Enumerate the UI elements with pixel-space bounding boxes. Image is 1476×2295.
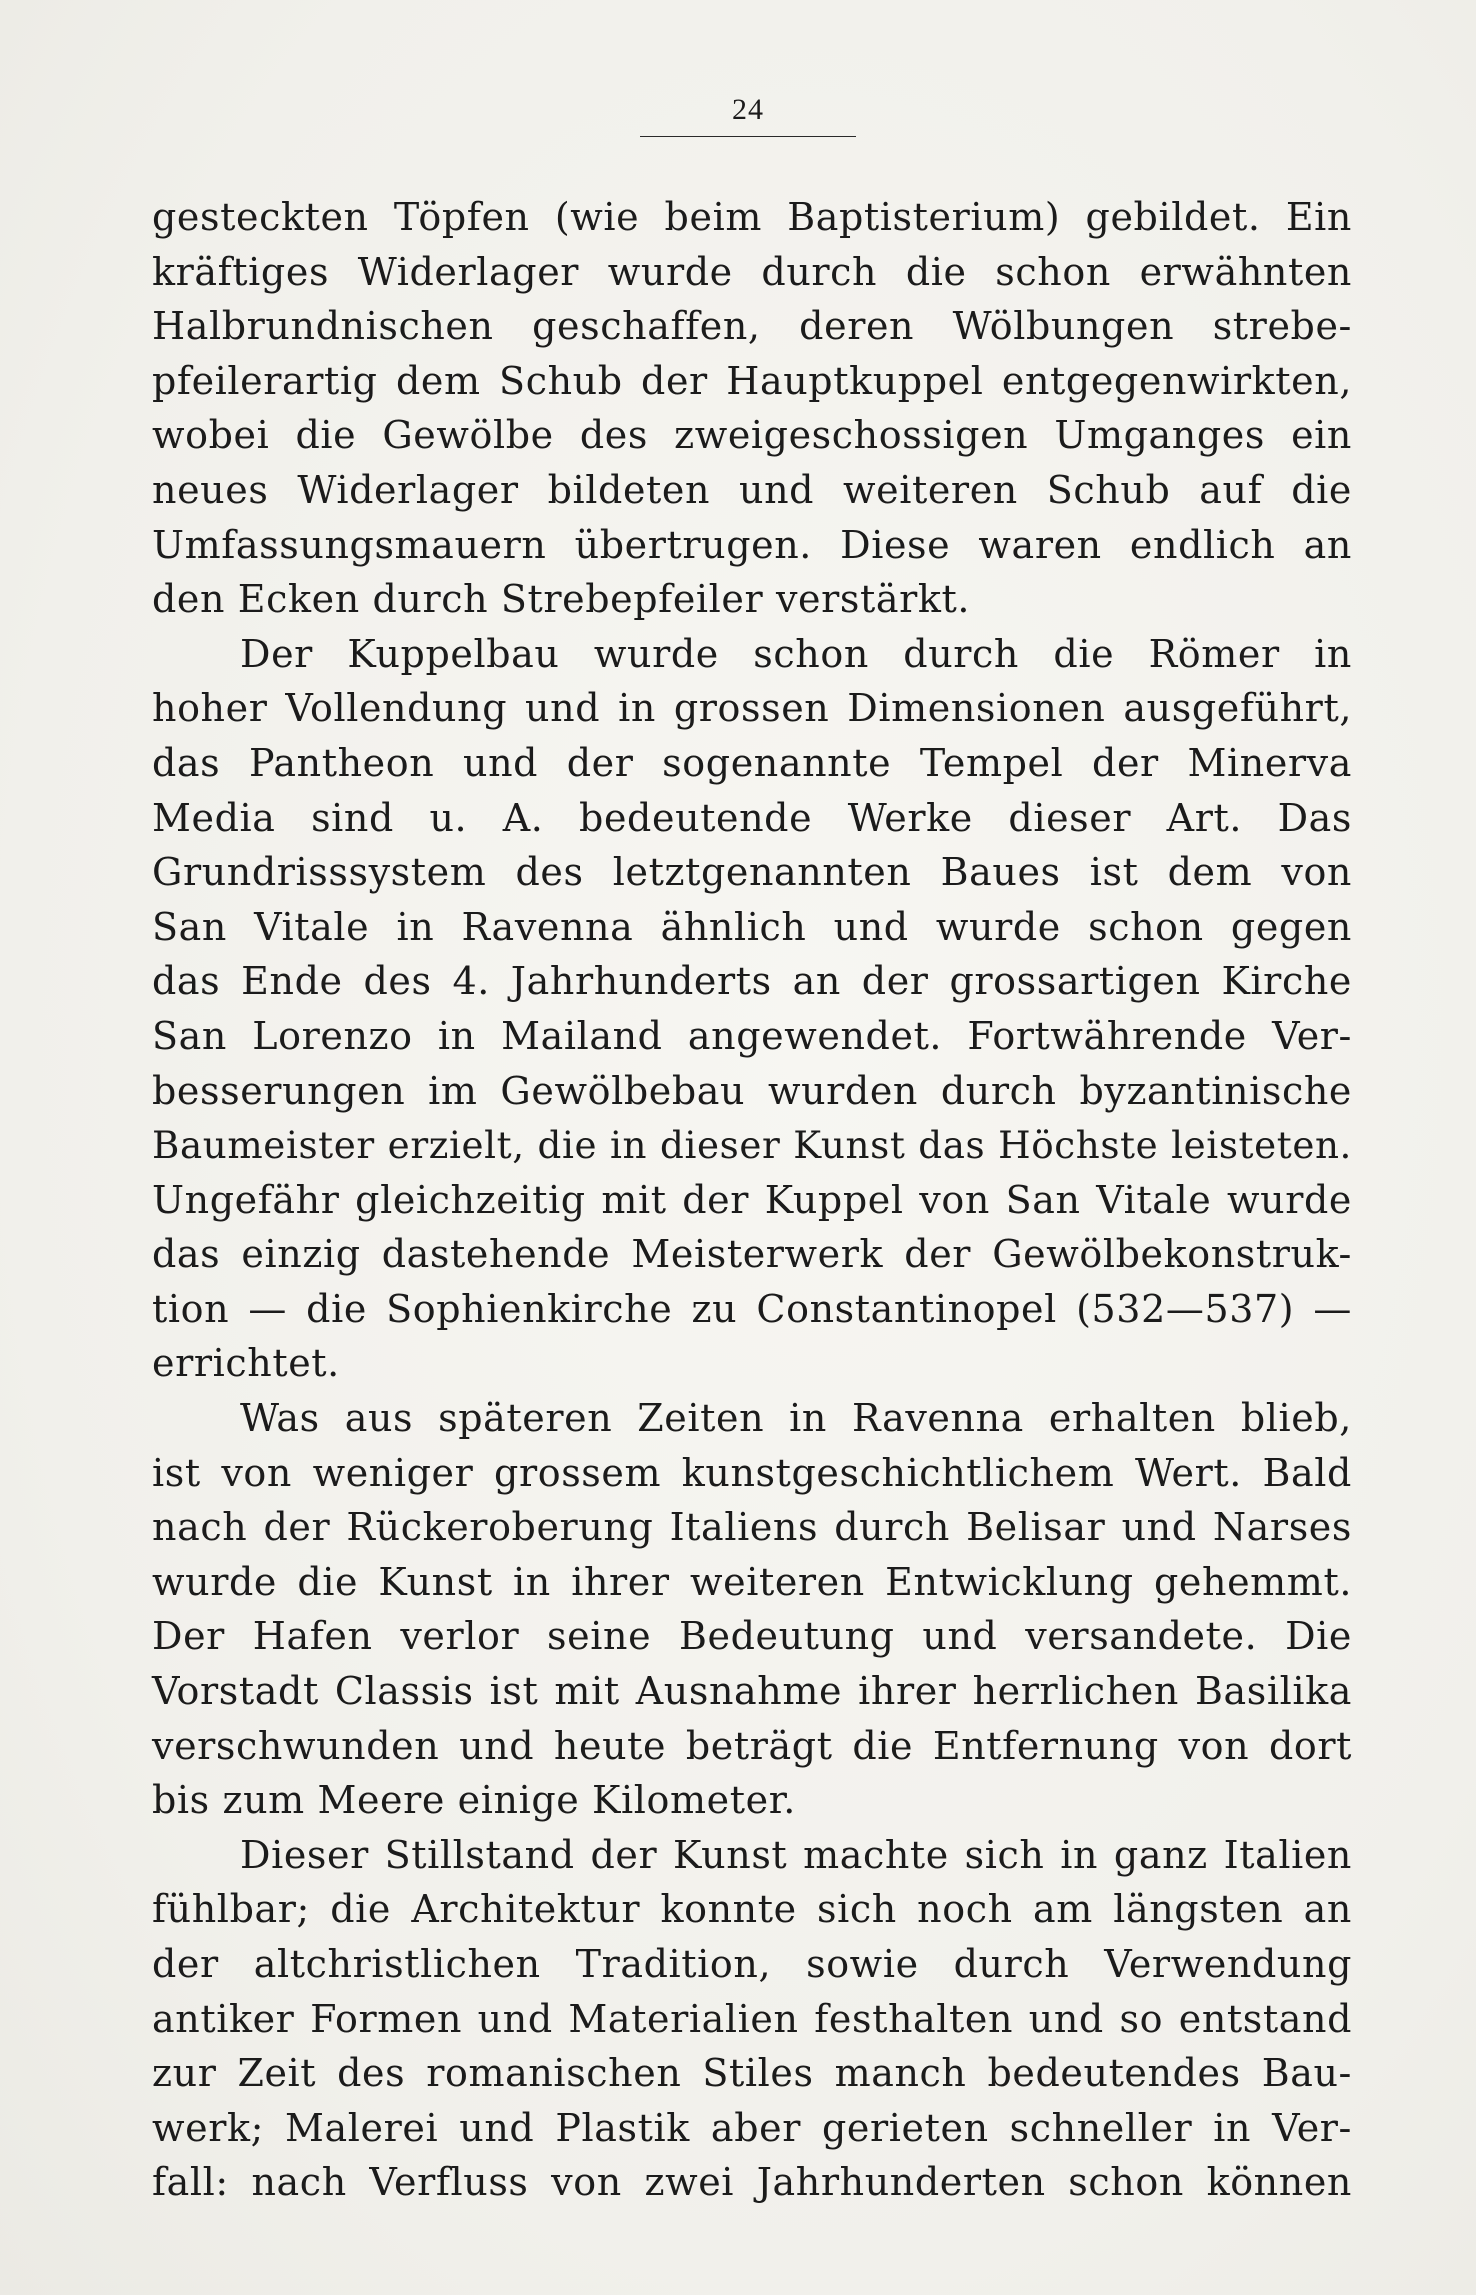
text-line: Der Hafen verlor seine Bedeutung und versandete. Die — [152, 1614, 1352, 1659]
text-line: besserungen im Gewölbebau wurden durch byzantinische — [152, 1068, 1352, 1113]
text-line: das einzig dastehende Meisterwerk der Gewölbekonstruk- — [152, 1232, 1352, 1277]
text-line: Dieser Stillstand der Kunst machte sich in ganz Italien — [240, 1832, 1352, 1877]
text-line: San Lorenzo in Mailand angewendet. Fortwährende Ver- — [152, 1013, 1352, 1058]
text-line: Ungefähr gleichzeitig mit der Kuppel von San Vitale wurde — [152, 1177, 1352, 1222]
text-line: Umfassungsmauern übertrugen. Diese waren endlich an — [152, 522, 1352, 567]
text-line: Grundrisssystem des letztgenannten Baues ist dem von — [152, 850, 1352, 895]
page-number: 24 — [732, 93, 764, 126]
text-line: zur Zeit des romanischen Stiles manch bedeutendes Bau- — [152, 2051, 1352, 2096]
text-line: Vorstadt Classis ist mit Ausnahme ihrer herrlichen Basilika — [152, 1669, 1352, 1714]
text-line: San Vitale in Ravenna ähnlich und wurde schon gegen — [152, 904, 1352, 949]
text-line: tion — die Sophienkirche zu Constantinopel (532—537) — — [152, 1286, 1352, 1331]
text-line: Media sind u. A. bedeutende Werke dieser Art. Das — [152, 795, 1352, 840]
text-line: Baumeister erzielt, die in dieser Kunst das Höchste leisteten. — [152, 1123, 1352, 1168]
text-line: bis zum Meere einige Kilometer. — [152, 1778, 796, 1823]
text-line: wurde die Kunst in ihrer weiteren Entwicklung gehemmt. — [152, 1559, 1352, 1604]
text-line: das Ende des 4. Jahrhunderts an der grossartigen Kirche — [152, 959, 1352, 1004]
text-line: pfeilerartig dem Schub der Hauptkuppel entgegenwirkten, — [152, 358, 1352, 403]
text-line: fühlbar; die Architektur konnte sich noch am längsten an — [152, 1887, 1352, 1932]
text-line: das Pantheon und der sogenannte Tempel der Minerva — [152, 740, 1352, 785]
text-line: neues Widerlager bildeten und weiteren Schub auf die — [152, 467, 1352, 512]
text-line: hoher Vollendung und in grossen Dimensionen ausgeführt, — [152, 686, 1352, 731]
text-line: verschwunden und heute beträgt die Entfernung von dort — [152, 1723, 1352, 1768]
text-line: ist von weniger grossem kunstgeschichtlichem Wert. Bald — [152, 1450, 1352, 1495]
header-rule — [640, 136, 856, 137]
text-line: antiker Formen und Materialien festhalten und so entstand — [152, 1996, 1352, 2041]
text-line: Der Kuppelbau wurde schon durch die Römer in — [240, 631, 1352, 676]
text-line: Halbrundnischen geschaffen, deren Wölbungen strebe- — [152, 304, 1352, 349]
text-line: wobei die Gewölbe des zweigeschossigen Umganges ein — [152, 413, 1352, 458]
text-line: kräftiges Widerlager wurde durch die schon erwähnten — [152, 249, 1352, 294]
text-line: den Ecken durch Strebepfeiler verstärkt. — [152, 577, 971, 622]
text-line: der altchristlichen Tradition, sowie durch Verwendung — [152, 1942, 1352, 1986]
text-line: Was aus späteren Zeiten in Ravenna erhalten blieb, — [240, 1396, 1352, 1441]
text-line: gesteckten Töpfen (wie beim Baptisterium) gebildet. Ein — [152, 195, 1352, 239]
page-header — [640, 92, 856, 137]
body-text — [152, 190, 1352, 2210]
text-line: werk; Malerei und Plastik aber gerieten schneller in Ver- — [152, 2105, 1352, 2150]
text-line: nach der Rückeroberung Italiens durch Belisar und Narses — [152, 1505, 1352, 1550]
text-line: errichtet. — [152, 1341, 340, 1386]
text-line: fall: nach Verfluss von zwei Jahrhunderten schon können — [152, 2160, 1352, 2205]
